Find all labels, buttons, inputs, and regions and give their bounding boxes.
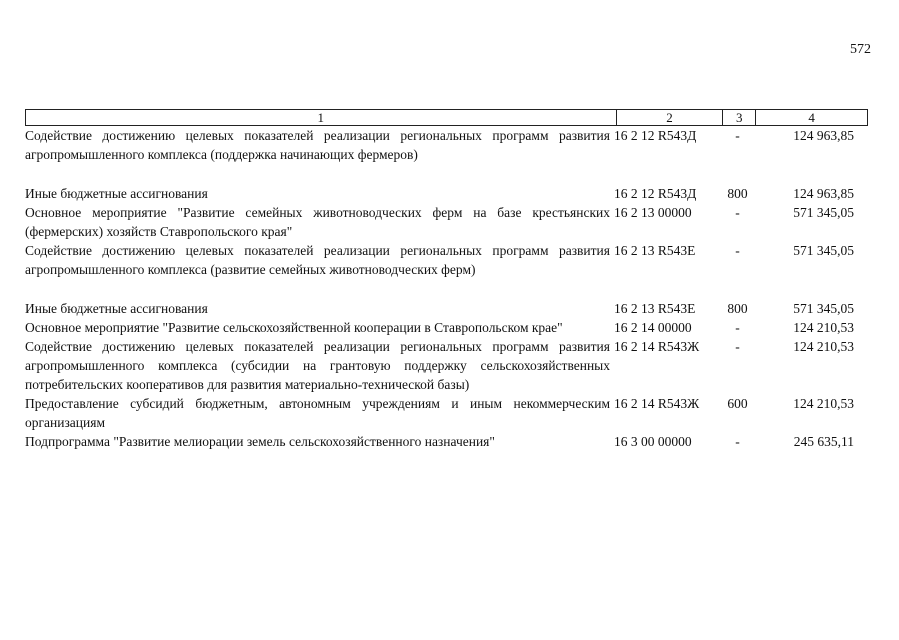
row-name: Предоставление субсидий бюджетным, автономным учреждениям и иным некоммерческим организациям — [25, 396, 610, 430]
row-amount: 124 963,85 — [793, 128, 854, 143]
row-code: 16 2 13 00000 — [614, 205, 692, 220]
row-amount: 124 210,53 — [793, 396, 854, 411]
row-code: 16 2 14 00000 — [614, 320, 692, 335]
row-vr: 800 — [727, 186, 748, 201]
row-amount: 124 210,53 — [793, 320, 854, 335]
row-name: Иные бюджетные ассигнования — [25, 301, 208, 316]
row-vr: 600 — [727, 396, 748, 411]
row-code: 16 2 12 R543Д — [614, 186, 697, 201]
table-row — [25, 432, 868, 451]
header-col-2: 2 — [616, 110, 723, 125]
page-number: 572 — [850, 42, 871, 57]
table-row — [25, 394, 868, 432]
row-vr: 800 — [727, 301, 748, 316]
row-amount: 571 345,05 — [793, 205, 854, 220]
row-amount: 571 345,05 — [793, 243, 854, 258]
row-code: 16 2 14 R543Ж — [614, 396, 700, 411]
table-header — [25, 109, 868, 126]
header-col-4: 4 — [755, 110, 867, 125]
row-code: 16 2 13 R543E — [614, 301, 696, 316]
row-amount: 245 635,11 — [793, 434, 854, 449]
row-code: 16 2 12 R543Д — [614, 128, 697, 143]
table-row — [25, 241, 868, 279]
row-name: Основное мероприятие "Развитие семейных животноводческих ферм на базе крестьянских (фермерских) хозяйств Ставропольского края" — [25, 205, 610, 239]
row-name: Иные бюджетные ассигнования — [25, 186, 208, 201]
table-row — [25, 299, 868, 318]
table-row — [25, 126, 868, 164]
header-col-1: 1 — [317, 110, 325, 125]
row-amount: 124 963,85 — [793, 186, 854, 201]
header-col-3: 3 — [722, 110, 755, 125]
table-row — [25, 184, 868, 203]
row-vr: - — [735, 243, 740, 258]
table-row — [25, 337, 868, 394]
row-code: 16 2 14 R543Ж — [614, 339, 700, 354]
row-vr: - — [735, 205, 740, 220]
table-row — [25, 203, 868, 241]
row-vr: - — [735, 434, 740, 449]
table-row — [25, 318, 868, 337]
row-vr: - — [735, 339, 740, 354]
row-vr: - — [735, 320, 740, 335]
row-name: Содействие достижению целевых показателей реализации региональных программ развития агропромышленного комплекса (развитие семейных животноводческих ферм) — [25, 243, 610, 277]
row-vr: - — [735, 128, 740, 143]
budget-table — [25, 109, 868, 451]
row-amount: 571 345,05 — [793, 301, 854, 316]
row-name: Содействие достижению целевых показателей реализации региональных программ развития агропромышленного комплекса (поддержка начинающих фермеров) — [25, 128, 610, 162]
row-amount: 124 210,53 — [793, 339, 854, 354]
row-code: 16 3 00 00000 — [614, 434, 692, 449]
row-name: Основное мероприятие "Развитие сельскохозяйственной кооперации в Ставропольском крае" — [25, 320, 563, 335]
row-code: 16 2 13 R543E — [614, 243, 696, 258]
row-name: Подпрограмма "Развитие мелиорации земель сельскохозяйственного назначения" — [25, 434, 495, 449]
row-name: Содействие достижению целевых показателей реализации региональных программ развития агропромышленного комплекса (субсидии на грантовую поддержку сельскохозяйственных потребительских кооперативов для развития материально-технической базы) — [25, 339, 610, 392]
